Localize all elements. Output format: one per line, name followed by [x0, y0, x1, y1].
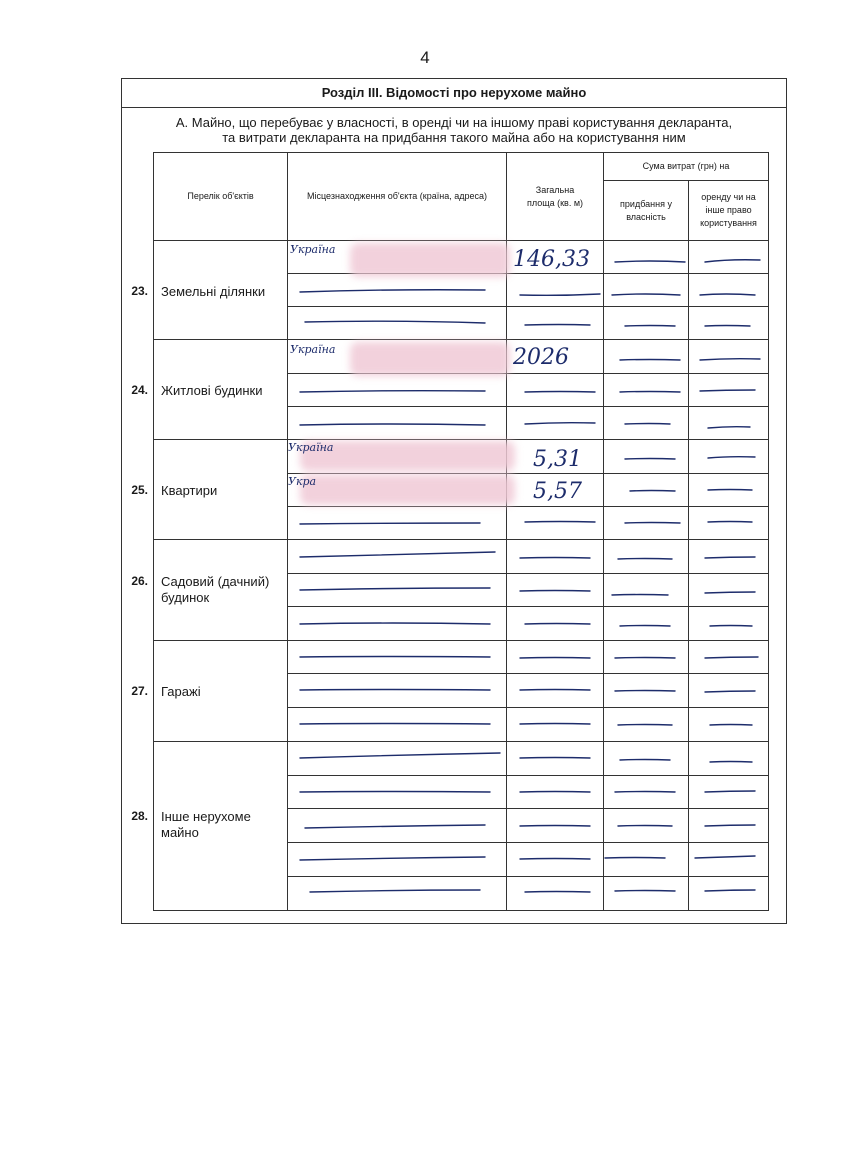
row-label-garden-house: Садовий (дачний) будинок	[161, 574, 270, 605]
header-location: Місцезнаходження об'єкта (країна, адреса)	[307, 191, 487, 201]
row-number-25: 25.	[131, 483, 148, 497]
handwritten-location: Україна	[288, 441, 334, 454]
row-label-land: Земельні ділянки	[161, 284, 266, 299]
header-area: Загальна площа (кв. м)	[526, 184, 584, 208]
handwritten-area: 146,33	[513, 247, 590, 272]
row-number-27: 27.	[131, 684, 148, 698]
handwritten-area: 5,57	[533, 479, 582, 504]
page-number: 4	[420, 48, 430, 67]
header-purchase: придбання у власність	[620, 198, 672, 222]
header-objects: Перелік об'єктів	[187, 191, 254, 201]
handwritten-area: 5,31	[533, 447, 582, 472]
subtitle-line-1: А. Майно, що перебуває у власності, в оренді чи на іншому праві користування декларанта,	[175, 115, 733, 130]
handwritten-location: Україна	[290, 243, 336, 256]
redaction-blur	[350, 342, 510, 376]
handwritten-location: Укра	[288, 475, 317, 488]
row-label-garages: Гаражі	[161, 684, 201, 699]
handwritten-area: 2026	[513, 345, 569, 370]
row-number-23: 23.	[131, 284, 148, 298]
row-number-26: 26.	[131, 574, 148, 588]
row-label-other: Інше нерухоме майно	[161, 809, 251, 840]
redaction-blur	[300, 475, 515, 505]
row-label-houses: Житлові будинки	[161, 383, 263, 398]
row-number-28: 28.	[131, 809, 148, 823]
row-number-24: 24.	[131, 383, 148, 397]
header-expenses: Сума витрат (грн) на	[642, 161, 730, 171]
subtitle-line-2: та витрати декларанта на придбання такого майна або на користування ним	[222, 130, 686, 145]
handwritten-location: Україна	[290, 343, 336, 356]
section-title: Розділ III. Відомості про нерухоме майно	[122, 79, 786, 108]
row-label-apartments: Квартири	[161, 483, 218, 498]
redaction-blur	[350, 243, 510, 277]
header-rent: оренду чи на інше право користування	[700, 192, 757, 228]
